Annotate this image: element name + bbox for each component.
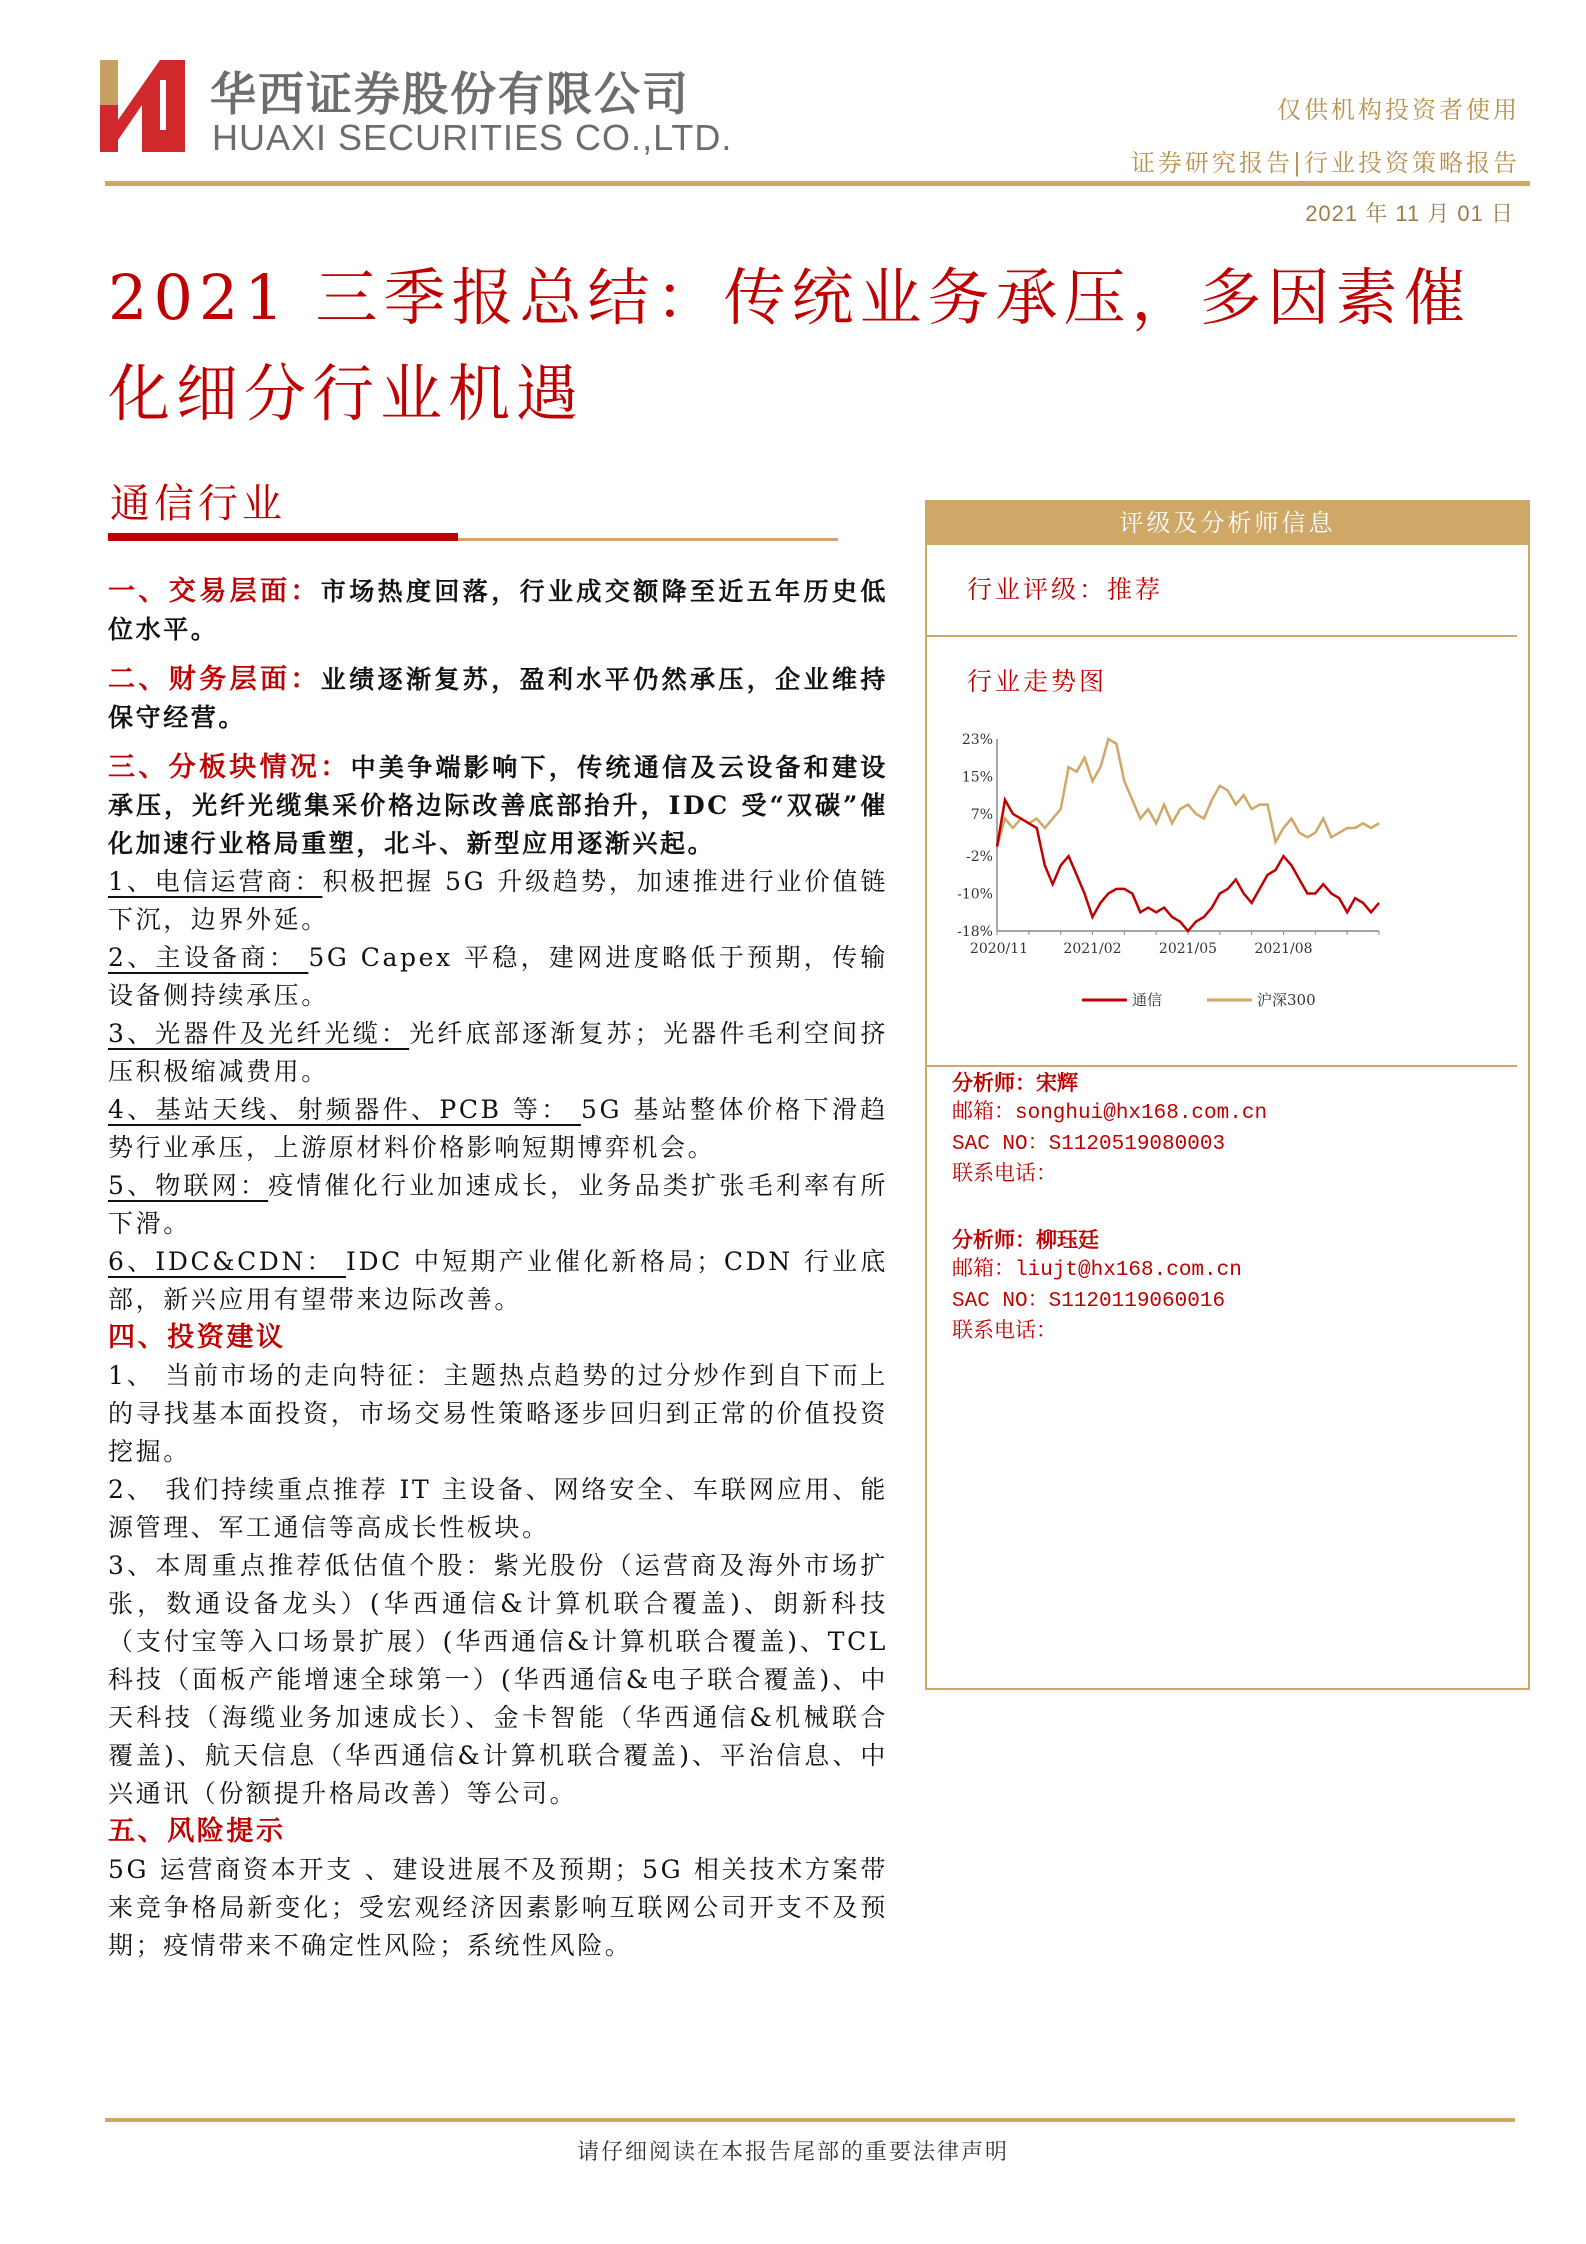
segment-item <box>108 863 888 939</box>
segment-item <box>108 1167 888 1243</box>
segment-label: 4、基站天线、射频器件、PCB 等： <box>108 1095 581 1124</box>
section-trading <box>108 573 888 649</box>
segment-label: 5、物联网： <box>108 1171 269 1200</box>
section-text: 业绩逐渐复苏，盈利水平仍然承压，企业维持保守经营。 <box>108 665 888 732</box>
industry-heading: 通信行业 <box>110 481 286 527</box>
segment-text: 5G 基站整体价格下滑趋势行业承压，上游原材料价格影响短期博弈机会。 <box>108 1095 888 1162</box>
x-tick-label: 2021/08 <box>1254 941 1313 957</box>
chart-title: 行业走势图 <box>967 667 1108 696</box>
segment-item <box>108 1243 888 1319</box>
segment-item <box>108 1091 888 1167</box>
risk-text: 5G 运营商资本开支 、建设进展不及预期；5G 相关技术方案带来竞争格局新变化；受宏观经济因素影响互联网公司开支不及预期；疫情带来不确定性风险；系统性风险。 <box>108 1855 888 1960</box>
company-name-cn: 华西证券股份有限公司 <box>210 67 690 121</box>
x-tick-label: 2021/02 <box>1063 941 1122 957</box>
report-body <box>108 573 888 1965</box>
advice-item: 1、 当前市场的走向特征：主题热点趋势的过分炒作到自下而上的寻找基本面投资，市场交易性策略逐步回归到正常的价值投资挖掘。 <box>108 1361 888 1466</box>
analyst-phone: 联系电话： <box>952 1321 1057 1344</box>
segment-item <box>108 939 888 1015</box>
analyst-email[interactable]: 邮箱：songhui@hx168.com.cn <box>952 1102 1268 1125</box>
segment-label: 6、IDC&CDN： <box>108 1247 346 1276</box>
report-title: 2021 三季报总结：传统业务承压，多因素催化细分行业机遇 <box>108 261 1472 430</box>
advice-item: 3、本周重点推荐低估值个股：紫光股份（运营商及海外市场扩张，数通设备龙头）(华西通信&计算机联合覆盖)、朗新科技（支付宝等入口场景扩展）(华西通信&计算机联合覆盖)、TCL 科技（面板产能增速全球第一）(华西通信&电子联合覆盖)、中天科技（海缆业务加速成长）、金卡智能（华西通信&机械联合覆盖)、航天信息（华西通信&计算机联合覆盖)、平治信息、中兴通讯（份额提升格局改善）等公司。 <box>108 1551 888 1808</box>
section-heading-advice: 四、投资建议 <box>108 1322 286 1353</box>
company-name-en: HUAXI SECURITIES CO.,LTD. <box>212 117 733 158</box>
segment-label: 2、主设备商： <box>108 943 309 972</box>
heading-underline-red <box>108 533 458 541</box>
analyst-name: 分析师：宋辉 <box>952 1070 1078 1095</box>
section-financial <box>108 661 888 737</box>
analyst-card <box>952 1067 1267 1191</box>
report-date: 2021 年 11 月 01 日 <box>1305 201 1514 226</box>
section-text: 中美争端影响下，传统通信及云设备和建设承压，光纤光缆集采价格边际改善底部抬升，IDC 受“双碳”催化加速行业格局重塑，北斗、新型应用逐渐兴起。 <box>108 753 888 858</box>
analyst-name: 分析师：柳珏廷 <box>952 1227 1099 1252</box>
y-tick-label: 23% <box>961 732 993 748</box>
y-tick-label: 7% <box>970 806 993 823</box>
footer-divider <box>105 2118 1515 2122</box>
segment-text: 疫情催化行业加速成长，业务品类扩张毛利率有所下滑。 <box>108 1171 888 1238</box>
analyst-email[interactable]: 邮箱：liujt@hx168.com.cn <box>952 1259 1242 1282</box>
section-heading: 三、分板块情况： <box>108 752 351 783</box>
segment-text: IDC 中短期产业催化新格局；CDN 行业底部，新兴应用有望带来边际改善。 <box>108 1247 888 1314</box>
section-text: 市场热度回落，行业成交额降至近五年历史低位水平。 <box>108 577 888 644</box>
y-tick-label: -18% <box>957 924 993 940</box>
series-line-csi300 <box>997 739 1379 847</box>
segment-text: 光纤底部逐渐复苏；光器件毛利空间挤压积极缩减费用。 <box>108 1019 888 1086</box>
section-segments <box>108 749 888 863</box>
report-type: 证券研究报告|行业投资策略报告 <box>1130 149 1520 177</box>
analyst-sac: SAC NO：S1120119060016 <box>952 1290 1226 1313</box>
header-divider <box>105 181 1530 186</box>
y-tick-label: -2% <box>966 849 993 866</box>
analyst-phone: 联系电话： <box>952 1164 1057 1187</box>
segment-label: 3、光器件及光纤光缆： <box>108 1019 410 1048</box>
advice-item: 2、 我们持续重点推荐 IT 主设备、网络安全、车联网应用、能源管理、军工通信等高成长性板块。 <box>108 1475 888 1542</box>
segment-item <box>108 1015 888 1091</box>
panel-header: 评级及分析师信息 <box>927 502 1528 545</box>
segment-text: 积极把握 5G 升级趋势，加速推进行业价值链下沉，边界外延。 <box>108 867 888 934</box>
legal-notice: 请仔细阅读在本报告尾部的重要法律声明 <box>576 2140 1009 2165</box>
y-tick-label: 15% <box>961 769 993 786</box>
section-heading-risk: 五、风险提示 <box>108 1816 286 1847</box>
industry-rating: 行业评级：推荐 <box>967 575 1164 604</box>
panel-divider <box>927 635 1517 637</box>
segment-label: 1、电信运营商： <box>108 867 323 896</box>
x-tick-label: 2020/11 <box>969 941 1029 957</box>
rating-analyst-panel <box>925 500 1530 1690</box>
audience-note: 仅供机构投资者使用 <box>1277 96 1520 124</box>
y-tick-label: -10% <box>957 886 993 903</box>
section-heading: 二、财务层面： <box>108 664 321 695</box>
huaxi-logo-icon <box>100 60 185 152</box>
trend-chart <box>927 702 1527 1032</box>
analyst-sac: SAC NO：S1120519080003 <box>952 1133 1226 1156</box>
legend-label: 通信 <box>1132 991 1163 1009</box>
legend-label: 沪深300 <box>1257 991 1316 1009</box>
analyst-card <box>952 1224 1242 1348</box>
section-heading: 一、交易层面： <box>108 576 321 607</box>
x-tick-label: 2021/05 <box>1158 941 1218 957</box>
heading-underline-gold <box>458 538 838 541</box>
segment-text: 5G Capex 平稳，建网进度略低于预期，传输设备侧持续承压。 <box>108 943 888 1010</box>
